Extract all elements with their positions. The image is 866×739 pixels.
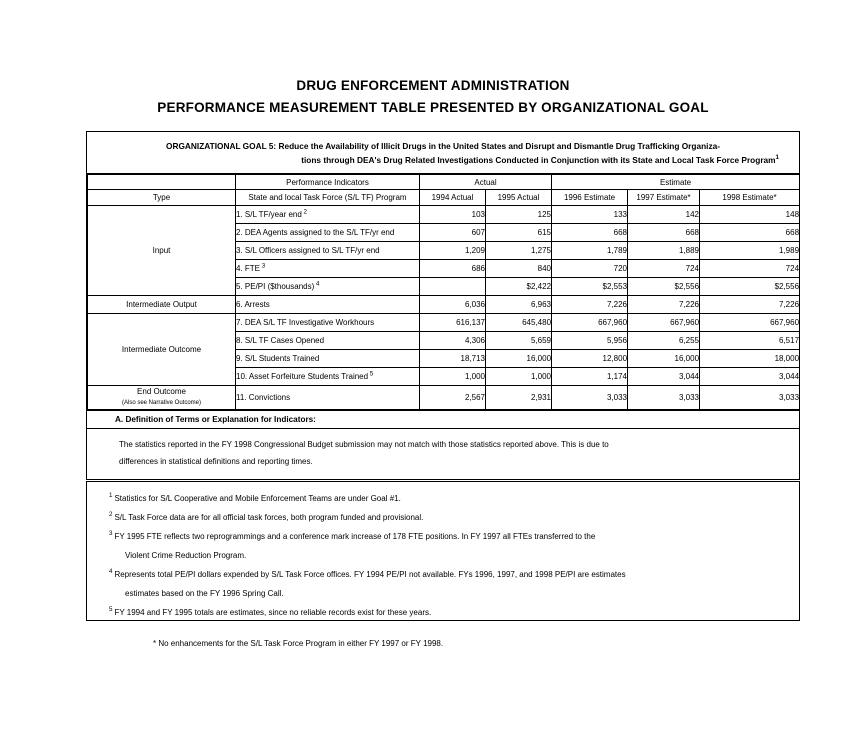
row-type-label-text: End Outcome <box>137 387 186 396</box>
indicator-footnote-mark: 2 <box>301 208 307 216</box>
definitions-body-line-1: The statistics reported in the FY 1998 Congressional Budget submission may not match with those statistics reported above. This is due to <box>119 440 609 449</box>
document-title-line-2: PERFORMANCE MEASUREMENT TABLE PRESENTED BY ORGANIZATIONAL GOAL <box>157 100 709 115</box>
cell-1995-actual: 1,275 <box>486 242 552 260</box>
column-header-1997-estimate: 1997 Estimate* <box>628 190 700 206</box>
cell-1998-estimate: 18,000 <box>700 350 800 368</box>
document-title-line-1: DRUG ENFORCEMENT ADMINISTRATION <box>296 78 570 93</box>
table-row <box>88 296 800 314</box>
cell-1997-estimate: 667,960 <box>628 314 700 332</box>
cell-1995-actual: 16,000 <box>486 350 552 368</box>
goal-banner-footnote-mark: 1 <box>775 154 779 162</box>
footnotes-frame <box>86 481 800 648</box>
indicator-label-text: 8. S/L TF Cases Opened <box>236 336 325 345</box>
cell-1996-estimate: 720 <box>552 260 628 278</box>
row-type-label-text: Intermediate Outcome <box>121 345 202 354</box>
cell-1995-actual: 1,000 <box>486 368 552 386</box>
row-type-label <box>88 386 236 410</box>
cell-1996-estimate: 1,174 <box>552 368 628 386</box>
cell-1997-estimate: 16,000 <box>628 350 700 368</box>
goal-banner-line-2 <box>101 153 785 167</box>
cell-1996-estimate: $2,553 <box>552 278 628 296</box>
cell-1998-estimate: $2,556 <box>700 278 800 296</box>
cell-1994-actual: 607 <box>420 224 486 242</box>
indicator-label-text: 6. Arrests <box>236 300 270 309</box>
footnote-item <box>109 603 781 622</box>
cell-1997-estimate: 724 <box>628 260 700 278</box>
cell-1996-estimate: 3,033 <box>552 386 628 410</box>
cell-1998-estimate: 148 <box>700 206 800 224</box>
table-row <box>88 206 800 224</box>
table-column-header-row <box>88 190 800 206</box>
indicator-label <box>236 332 420 350</box>
row-type-label <box>88 314 236 386</box>
indicator-label <box>236 206 420 224</box>
column-header-1995-actual: 1995 Actual <box>486 190 552 206</box>
definitions-body <box>87 429 799 479</box>
cell-1997-estimate: 3,033 <box>628 386 700 410</box>
indicator-label-text: 1. S/L TF/year end <box>236 210 302 219</box>
indicator-label-text: 9. S/L Students Trained <box>236 354 320 363</box>
indicator-label-text: 2. DEA Agents assigned to the S/L TF/yr end <box>236 228 395 237</box>
table-row <box>88 386 800 410</box>
indicator-label <box>236 314 420 332</box>
table-head <box>88 175 800 206</box>
table-group-header-row <box>88 175 800 190</box>
group-header-spacer <box>88 175 236 190</box>
indicator-label <box>236 368 420 386</box>
indicator-footnote-mark: 4 <box>314 280 320 288</box>
footnote-mark: 5 <box>109 606 113 614</box>
cell-1995-actual: 6,963 <box>486 296 552 314</box>
cell-1996-estimate: 7,226 <box>552 296 628 314</box>
footnote-item <box>109 489 781 508</box>
column-header-1994-actual: 1994 Actual <box>420 190 486 206</box>
table-body <box>88 206 800 410</box>
cell-1994-actual <box>420 278 486 296</box>
indicator-label <box>236 350 420 368</box>
column-header-1996-estimate: 1996 Estimate <box>552 190 628 206</box>
cell-1995-actual: 2,931 <box>486 386 552 410</box>
cell-1998-estimate: 6,517 <box>700 332 800 350</box>
cell-1996-estimate: 5,956 <box>552 332 628 350</box>
cell-1997-estimate: 1,889 <box>628 242 700 260</box>
footnote-text: FY 1995 FTE reflects two reprogrammings and a conference mark increase of 178 FTE positions. In FY 1997 all FTEs transferred to the <box>114 532 596 541</box>
row-type-label <box>88 206 236 296</box>
cell-1997-estimate: 668 <box>628 224 700 242</box>
indicator-label <box>236 278 420 296</box>
indicator-label <box>236 296 420 314</box>
row-type-label <box>88 296 236 314</box>
cell-1996-estimate: 667,960 <box>552 314 628 332</box>
cell-1995-actual: 125 <box>486 206 552 224</box>
indicator-label <box>236 242 420 260</box>
cell-1995-actual: 615 <box>486 224 552 242</box>
definitions-body-line-2: differences in statistical definitions and reporting times. <box>119 457 313 466</box>
cell-1998-estimate: 7,226 <box>700 296 800 314</box>
column-header-1998-estimate: 1998 Estimate* <box>700 190 800 206</box>
footnote-mark: 1 <box>109 492 113 500</box>
group-header-estimate: Estimate <box>552 175 800 190</box>
cell-1994-actual: 103 <box>420 206 486 224</box>
column-header-indicator: State and local Task Force (S/L TF) Program <box>236 190 420 206</box>
group-header-actual: Actual <box>420 175 552 190</box>
cell-1997-estimate: 7,226 <box>628 296 700 314</box>
cell-1996-estimate: 668 <box>552 224 628 242</box>
row-type-label-text: Input <box>152 246 171 255</box>
footnote-item <box>109 508 781 527</box>
indicator-label-text: 5. PE/PI ($thousands) <box>236 282 315 291</box>
organizational-goal-banner <box>87 132 799 174</box>
group-header-performance-indicators: Performance Indicators <box>236 175 420 190</box>
cell-1998-estimate: 1,989 <box>700 242 800 260</box>
indicator-footnote-mark: 5 <box>368 370 374 378</box>
footnote-mark: 2 <box>109 511 113 519</box>
definitions-heading: A. Definition of Terms or Explanation for Indicators: <box>87 410 799 429</box>
indicator-label-text: 4. FTE <box>236 264 261 273</box>
indicator-label-text: 3. S/L Officers assigned to S/L TF/yr end <box>236 246 380 255</box>
cell-1996-estimate: 12,800 <box>552 350 628 368</box>
footnote-text: Statistics for S/L Cooperative and Mobile Enforcement Teams are under Goal #1. <box>114 494 401 503</box>
footnote-text: Represents total PE/PI dollars expended by S/L Task Force offices. FY 1994 PE/PI not available. FYs 1996, 1997, and 1998 PE/PI are estimates <box>114 570 626 579</box>
footnote-item <box>109 527 781 546</box>
performance-measurement-table <box>87 174 800 410</box>
cell-1995-actual: $2,422 <box>486 278 552 296</box>
cell-1994-actual: 2,567 <box>420 386 486 410</box>
cell-1997-estimate: 142 <box>628 206 700 224</box>
cell-1995-actual: 5,659 <box>486 332 552 350</box>
column-header-type: Type <box>88 190 236 206</box>
document-title-block <box>0 76 866 117</box>
cell-1998-estimate: 3,044 <box>700 368 800 386</box>
indicator-label <box>236 224 420 242</box>
cell-1998-estimate: 724 <box>700 260 800 278</box>
goal-banner-line-2-text: tions through DEA's Drug Related Investigations Conducted in Conjunction with its State and Local Task Force Program <box>301 155 776 165</box>
cell-1998-estimate: 668 <box>700 224 800 242</box>
indicator-label-text: 7. DEA S/L TF Investigative Workhours <box>236 318 375 327</box>
cell-1994-actual: 6,036 <box>420 296 486 314</box>
cell-1994-actual: 686 <box>420 260 486 278</box>
indicator-label-text: 11. Convictions <box>236 393 291 402</box>
row-type-label-text: Intermediate Output <box>126 300 197 309</box>
cell-1994-actual: 616,137 <box>420 314 486 332</box>
performance-table-frame <box>86 131 800 480</box>
cell-1995-actual: 840 <box>486 260 552 278</box>
footnote-item <box>109 565 781 584</box>
table-row <box>88 314 800 332</box>
indicator-label-text: 10. Asset Forfeiture Students Trained <box>236 372 369 381</box>
indicator-label <box>236 386 420 410</box>
footnote-continuation: estimates based on the FY 1996 Spring Call. <box>125 589 284 598</box>
footnote-mark: 4 <box>109 568 113 576</box>
cell-1997-estimate: 6,255 <box>628 332 700 350</box>
cell-1997-estimate: $2,556 <box>628 278 700 296</box>
cell-1994-actual: 1,209 <box>420 242 486 260</box>
cell-1998-estimate: 667,960 <box>700 314 800 332</box>
footnote-mark: 3 <box>109 530 113 538</box>
goal-banner-line-1: ORGANIZATIONAL GOAL 5: Reduce the Availability of Illicit Drugs in the United States and Disrupt and Dismantle Drug Trafficking Organiza- <box>166 141 720 151</box>
cell-1998-estimate: 3,033 <box>700 386 800 410</box>
footnote-continuation: Violent Crime Reduction Program. <box>125 551 247 560</box>
footnote-text: S/L Task Force data are for all official task forces, both program funded and provisional. <box>114 513 424 522</box>
star-note: * No enhancements for the S/L Task Force Program in either FY 1997 or FY 1998. <box>153 639 444 648</box>
cell-1994-actual: 18,713 <box>420 350 486 368</box>
indicator-footnote-mark: 3 <box>260 262 266 270</box>
cell-1995-actual: 645,480 <box>486 314 552 332</box>
cell-1994-actual: 1,000 <box>420 368 486 386</box>
footnotes-list <box>109 489 781 622</box>
row-type-sublabel-text: (Also see Narrative Outcome) <box>121 400 202 406</box>
cell-1996-estimate: 133 <box>552 206 628 224</box>
cell-1994-actual: 4,306 <box>420 332 486 350</box>
indicator-label <box>236 260 420 278</box>
cell-1996-estimate: 1,789 <box>552 242 628 260</box>
cell-1997-estimate: 3,044 <box>628 368 700 386</box>
footnote-text: FY 1994 and FY 1995 totals are estimates, since no reliable records exist for these years. <box>114 608 432 617</box>
